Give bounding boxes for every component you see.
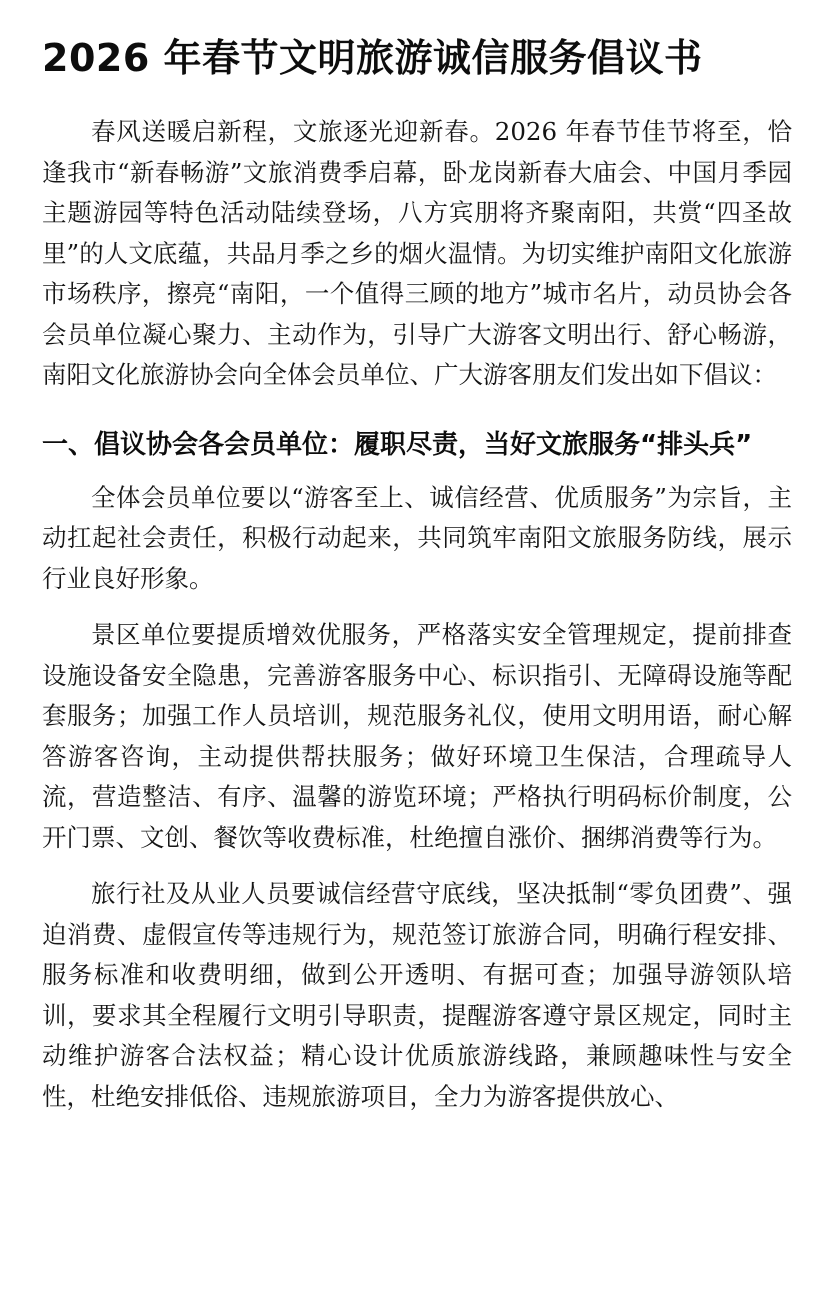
section-1-paragraph-1: 全体会员单位要以“游客至上、诚信经营、优质服务”为宗旨，主动扛起社会责任，积极行动起来，共同筑牢南阳文旅服务防线，展示行业良好形象。 bbox=[42, 482, 792, 593]
section-1-paragraph-2: 景区单位要提质增效优服务，严格落实安全管理规定，提前排查设施设备安全隐患，完善游客服务中心、标识指引、无障碍设施等配套服务；加强工作人员培训，规范服务礼仪，使用文明用语，耐心解答游客咨询，主动提供帮扶服务；做好环境卫生保洁，合理疏导人流，营造整洁、有序、温馨的游览环境；严格执行明码标价制度，公开门票、文创、餐饮等收费标准，杜绝擅自涨价、捆绑消费等行为。 bbox=[42, 620, 792, 852]
document-title: 2026 年春节文明旅游诚信服务倡议书 bbox=[42, 36, 703, 80]
section-1-paragraph-3: 旅行社及从业人员要诚信经营守底线，坚决抵制“零负团费”、强迫消费、虚假宣传等违规行为，规范签订旅游合同，明确行程安排、服务标准和收费明细，做到公开透明、有据可查；加强导游领队培训，要求其全程履行文明引导职责，提醒游客遵守景区规定，同时主动维护游客合法权益；精心设计优质旅游线路，兼顾趣味性与安全性，杜绝安排低俗、违规旅游项目，全力为游客提供放心、 bbox=[42, 879, 792, 1111]
section-1-heading: 一、倡议协会各会员单位：履职尽责，当好文旅服务“排头兵” bbox=[42, 429, 753, 460]
intro-paragraph: 春风送暖启新程，文旅逐光迎新春。2026 年春节佳节将至，恰逢我市“新春畅游”文旅消费季启幕，卧龙岗新春大庙会、中国月季园主题游园等特色活动陆续登场，八方宾朋将齐聚南阳，共赏“四圣故里”的人文底蕴，共品月季之乡的烟火温情。为切实维护南阳文化旅游市场秩序，擦亮“南阳，一个值得三顾的地方”城市名片，动员协会各会员单位凝心聚力、主动作为，引导广大游客文明出行、舒心畅游，南阳文化旅游协会向全体会员单位、广大游客朋友们发出如下倡议： bbox=[42, 117, 792, 389]
